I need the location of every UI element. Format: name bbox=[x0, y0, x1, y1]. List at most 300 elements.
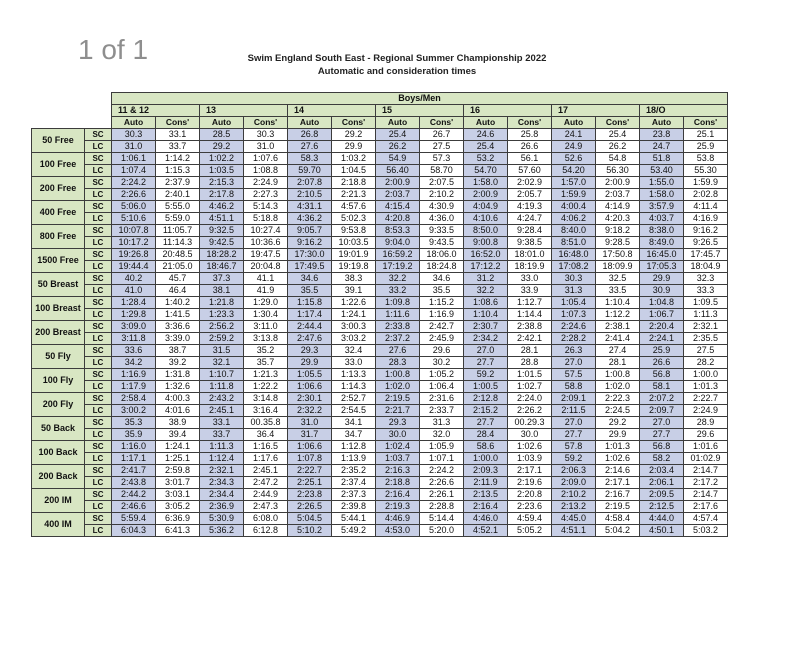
cons-time-cell: 5:03.2 bbox=[684, 525, 728, 537]
cons-time-cell: 21:05.0 bbox=[156, 261, 200, 273]
cons-time-cell: 29.9 bbox=[596, 429, 640, 441]
cons-time-cell: 19:47.5 bbox=[244, 249, 288, 261]
cons-time-cell: 9:38.5 bbox=[508, 237, 552, 249]
cons-time-cell: 1:12.8 bbox=[332, 441, 376, 453]
course-label: SC bbox=[85, 177, 112, 189]
auto-time-cell: 2:43.8 bbox=[112, 477, 156, 489]
auto-time-cell: 2:15.3 bbox=[200, 177, 244, 189]
auto-time-cell: 2:43.2 bbox=[200, 393, 244, 405]
auto-time-cell: 2:34.2 bbox=[464, 333, 508, 345]
auto-time-cell: 10:17.2 bbox=[112, 237, 156, 249]
auto-time-cell: 2:34.4 bbox=[200, 489, 244, 501]
auto-time-cell: 1:11.6 bbox=[376, 309, 420, 321]
auto-time-cell: 2:59.2 bbox=[200, 333, 244, 345]
cons-time-cell: 33.1 bbox=[156, 129, 200, 141]
auto-time-cell: 8:50.0 bbox=[464, 225, 508, 237]
course-label: LC bbox=[85, 477, 112, 489]
cons-time-cell: 3:03.2 bbox=[332, 333, 376, 345]
cons-time-cell: 33.0 bbox=[508, 273, 552, 285]
cons-time-cell: 41.1 bbox=[244, 273, 288, 285]
auto-time-cell: 2:18.8 bbox=[376, 477, 420, 489]
auto-time-cell: 3:00.2 bbox=[112, 405, 156, 417]
age-group-header: 15 bbox=[376, 105, 464, 117]
auto-header: Auto bbox=[112, 117, 156, 129]
event-name: 200 Free bbox=[32, 177, 85, 201]
cons-time-cell: 6:12.8 bbox=[244, 525, 288, 537]
auto-time-cell: 27.0 bbox=[552, 357, 596, 369]
cons-time-cell: 3:16.4 bbox=[244, 405, 288, 417]
cons-time-cell: 2:45.1 bbox=[244, 465, 288, 477]
cons-time-cell: 34.7 bbox=[332, 429, 376, 441]
auto-time-cell: 2:10.5 bbox=[288, 189, 332, 201]
cons-time-cell: 32.5 bbox=[596, 273, 640, 285]
cons-time-cell: 3:03.1 bbox=[156, 489, 200, 501]
cons-time-cell: 11:14.3 bbox=[156, 237, 200, 249]
auto-time-cell: 35.9 bbox=[112, 429, 156, 441]
auto-time-cell: 4:36.2 bbox=[288, 213, 332, 225]
cons-time-cell: 2:47.3 bbox=[244, 501, 288, 513]
event-name: 50 Back bbox=[32, 417, 85, 441]
cons-time-cell: 56.1 bbox=[508, 153, 552, 165]
cons-time-cell: 35.5 bbox=[420, 285, 464, 297]
cons-time-cell: 28.1 bbox=[596, 357, 640, 369]
auto-time-cell: 2:21.7 bbox=[376, 405, 420, 417]
cons-time-cell: 6:41.3 bbox=[156, 525, 200, 537]
cons-time-cell: 32.0 bbox=[420, 429, 464, 441]
cons-time-cell: 01:02.9 bbox=[684, 453, 728, 465]
table-body bbox=[32, 93, 728, 537]
cons-time-cell: 34.1 bbox=[332, 417, 376, 429]
auto-time-cell: 29.2 bbox=[200, 141, 244, 153]
cons-time-cell: 2:32.1 bbox=[684, 321, 728, 333]
cons-time-cell: 2:37.3 bbox=[332, 489, 376, 501]
auto-time-cell: 1:03.5 bbox=[200, 165, 244, 177]
cons-time-cell: 26.7 bbox=[420, 129, 464, 141]
auto-time-cell: 4:46.9 bbox=[376, 513, 420, 525]
cons-time-cell: 3:11.0 bbox=[244, 321, 288, 333]
cons-time-cell: 19:01.9 bbox=[332, 249, 376, 261]
document-title: Swim England South East - Regional Summer Championship 2022 bbox=[247, 53, 547, 64]
cons-header: Cons' bbox=[156, 117, 200, 129]
cons-time-cell: 29.2 bbox=[596, 417, 640, 429]
cons-time-cell: 1:13.9 bbox=[332, 453, 376, 465]
cons-time-cell: 2:05.7 bbox=[508, 189, 552, 201]
auto-time-cell: 1:17.4 bbox=[288, 309, 332, 321]
auto-time-cell: 2:25.1 bbox=[288, 477, 332, 489]
auto-time-cell: 2:00.9 bbox=[376, 177, 420, 189]
auto-time-cell: 30.9 bbox=[640, 285, 684, 297]
cons-header: Cons' bbox=[420, 117, 464, 129]
cons-time-cell: 1:13.3 bbox=[332, 369, 376, 381]
cons-time-cell: 18:06.0 bbox=[420, 249, 464, 261]
cons-time-cell: 2:14.6 bbox=[596, 465, 640, 477]
cons-time-cell: 2:17.1 bbox=[596, 477, 640, 489]
age-group-header: 11 & 12 bbox=[112, 105, 200, 117]
auto-time-cell: 5:30.9 bbox=[200, 513, 244, 525]
cons-time-cell: 4:59.4 bbox=[508, 513, 552, 525]
cons-time-cell: 2:24.9 bbox=[244, 177, 288, 189]
auto-time-cell: 5:36.2 bbox=[200, 525, 244, 537]
auto-time-cell: 33.7 bbox=[200, 429, 244, 441]
cons-time-cell: 33.9 bbox=[508, 285, 552, 297]
auto-time-cell: 9:32.5 bbox=[200, 225, 244, 237]
cons-time-cell: 55.30 bbox=[684, 165, 728, 177]
age-group-header: 18/O bbox=[640, 105, 728, 117]
auto-time-cell: 2:16.4 bbox=[464, 501, 508, 513]
auto-time-cell: 8:40.0 bbox=[552, 225, 596, 237]
auto-time-cell: 24.6 bbox=[464, 129, 508, 141]
auto-time-cell: 34.2 bbox=[112, 357, 156, 369]
cons-time-cell: 4:30.9 bbox=[420, 201, 464, 213]
table-row bbox=[32, 297, 728, 309]
cons-time-cell: 57.3 bbox=[420, 153, 464, 165]
cons-time-cell: 1:25.1 bbox=[156, 453, 200, 465]
auto-time-cell: 1:17.9 bbox=[112, 381, 156, 393]
cons-time-cell: 30.2 bbox=[420, 357, 464, 369]
time-type-header-row bbox=[32, 117, 728, 129]
cons-time-cell: 2:52.7 bbox=[332, 393, 376, 405]
course-label: SC bbox=[85, 369, 112, 381]
auto-time-cell: 56.8 bbox=[640, 369, 684, 381]
document-title-block bbox=[0, 52, 794, 78]
auto-time-cell: 34.6 bbox=[288, 273, 332, 285]
cons-time-cell: 2:18.8 bbox=[332, 177, 376, 189]
cons-time-cell: 32.4 bbox=[332, 345, 376, 357]
cons-time-cell: 1:21.3 bbox=[244, 369, 288, 381]
auto-time-cell: 19:26.8 bbox=[112, 249, 156, 261]
auto-time-cell: 4:51.1 bbox=[552, 525, 596, 537]
table-row bbox=[32, 189, 728, 201]
cons-time-cell: 5:20.0 bbox=[420, 525, 464, 537]
auto-time-cell: 2:37.2 bbox=[376, 333, 420, 345]
table-row bbox=[32, 141, 728, 153]
blank-corner bbox=[32, 105, 112, 117]
auto-time-cell: 9:05.7 bbox=[288, 225, 332, 237]
auto-time-cell: 2:19.3 bbox=[376, 501, 420, 513]
auto-time-cell: 17:12.2 bbox=[464, 261, 508, 273]
auto-time-cell: 2:30.1 bbox=[288, 393, 332, 405]
cons-time-cell: 2:37.9 bbox=[156, 177, 200, 189]
course-label: SC bbox=[85, 153, 112, 165]
auto-time-cell: 31.7 bbox=[288, 429, 332, 441]
course-label: LC bbox=[85, 357, 112, 369]
cons-time-cell: 1:07.6 bbox=[244, 153, 288, 165]
cons-header: Cons' bbox=[684, 117, 728, 129]
auto-time-cell: 35.5 bbox=[288, 285, 332, 297]
auto-time-cell: 1:21.8 bbox=[200, 297, 244, 309]
auto-time-cell: 2:16.4 bbox=[376, 489, 420, 501]
cons-time-cell: 28.2 bbox=[684, 357, 728, 369]
auto-time-cell: 2:13.2 bbox=[552, 501, 596, 513]
cons-time-cell: 5:55.0 bbox=[156, 201, 200, 213]
cons-time-cell: 25.4 bbox=[596, 129, 640, 141]
auto-time-cell: 27.0 bbox=[640, 417, 684, 429]
cons-time-cell: 2:28.8 bbox=[420, 501, 464, 513]
auto-time-cell: 8:51.0 bbox=[552, 237, 596, 249]
table-row bbox=[32, 249, 728, 261]
auto-time-cell: 31.0 bbox=[112, 141, 156, 153]
auto-time-cell: 1:11.3 bbox=[200, 441, 244, 453]
auto-time-cell: 16:59.2 bbox=[376, 249, 420, 261]
table-row bbox=[32, 345, 728, 357]
auto-time-cell: 33.6 bbox=[112, 345, 156, 357]
cons-time-cell: 1:40.2 bbox=[156, 297, 200, 309]
auto-time-cell: 2:47.6 bbox=[288, 333, 332, 345]
cons-time-cell: 3:01.7 bbox=[156, 477, 200, 489]
auto-time-cell: 2:15.2 bbox=[464, 405, 508, 417]
auto-time-cell: 2:11.9 bbox=[464, 477, 508, 489]
course-label: LC bbox=[85, 261, 112, 273]
cons-time-cell: 1:11.3 bbox=[684, 309, 728, 321]
cons-time-cell: 1:16.9 bbox=[420, 309, 464, 321]
auto-time-cell: 4:50.1 bbox=[640, 525, 684, 537]
auto-time-cell: 58.6 bbox=[464, 441, 508, 453]
cons-time-cell: 29.6 bbox=[684, 429, 728, 441]
auto-time-cell: 57.8 bbox=[552, 441, 596, 453]
gender-header-row bbox=[32, 93, 728, 105]
auto-time-cell: 2:24.6 bbox=[552, 321, 596, 333]
table-row bbox=[32, 261, 728, 273]
auto-time-cell: 18:28.2 bbox=[200, 249, 244, 261]
cons-time-cell: 30.0 bbox=[508, 429, 552, 441]
auto-time-cell: 37.3 bbox=[200, 273, 244, 285]
auto-time-cell: 27.7 bbox=[464, 357, 508, 369]
auto-time-cell: 58.1 bbox=[640, 381, 684, 393]
auto-time-cell: 1:59.9 bbox=[552, 189, 596, 201]
cons-time-cell: 2:19.6 bbox=[508, 477, 552, 489]
auto-time-cell: 3:09.0 bbox=[112, 321, 156, 333]
auto-time-cell: 2:11.5 bbox=[552, 405, 596, 417]
table-row bbox=[32, 393, 728, 405]
auto-time-cell: 2:23.8 bbox=[288, 489, 332, 501]
course-label: SC bbox=[85, 297, 112, 309]
age-group-header-row bbox=[32, 105, 728, 117]
cons-time-cell: 41.9 bbox=[244, 285, 288, 297]
cons-time-cell: 1:15.3 bbox=[156, 165, 200, 177]
cons-time-cell: 9:28.5 bbox=[596, 237, 640, 249]
auto-time-cell: 17:05.3 bbox=[640, 261, 684, 273]
auto-time-cell: 23.8 bbox=[640, 129, 684, 141]
cons-time-cell: 57.60 bbox=[508, 165, 552, 177]
auto-time-cell: 29.3 bbox=[288, 345, 332, 357]
auto-time-cell: 9:42.5 bbox=[200, 237, 244, 249]
auto-time-cell: 2:09.7 bbox=[640, 405, 684, 417]
cons-time-cell: 33.7 bbox=[156, 141, 200, 153]
auto-time-cell: 1:06.6 bbox=[288, 381, 332, 393]
table-row bbox=[32, 165, 728, 177]
cons-time-cell: 1:15.2 bbox=[420, 297, 464, 309]
table-row bbox=[32, 441, 728, 453]
auto-time-cell: 2:16.3 bbox=[376, 465, 420, 477]
auto-time-cell: 1:02.4 bbox=[376, 441, 420, 453]
auto-time-cell: 25.4 bbox=[376, 129, 420, 141]
blank-corner bbox=[32, 117, 112, 129]
cons-time-cell: 6:36.9 bbox=[156, 513, 200, 525]
cons-time-cell: 4:36.0 bbox=[420, 213, 464, 225]
cons-time-cell: 5:18.8 bbox=[244, 213, 288, 225]
auto-time-cell: 52.6 bbox=[552, 153, 596, 165]
auto-time-cell: 24.9 bbox=[552, 141, 596, 153]
cons-time-cell: 1:30.4 bbox=[244, 309, 288, 321]
cons-time-cell: 35.7 bbox=[244, 357, 288, 369]
auto-time-cell: 2:07.8 bbox=[288, 177, 332, 189]
cons-time-cell: 18:19.9 bbox=[508, 261, 552, 273]
auto-time-cell: 16:45.0 bbox=[640, 249, 684, 261]
auto-time-cell: 2:13.5 bbox=[464, 489, 508, 501]
auto-time-cell: 31.2 bbox=[464, 273, 508, 285]
cons-time-cell: 4:24.7 bbox=[508, 213, 552, 225]
course-label: LC bbox=[85, 453, 112, 465]
cons-time-cell: 2:37.4 bbox=[332, 477, 376, 489]
table-row bbox=[32, 489, 728, 501]
auto-time-cell: 31.0 bbox=[288, 417, 332, 429]
auto-time-cell: 9:04.0 bbox=[376, 237, 420, 249]
cons-time-cell: 53.8 bbox=[684, 153, 728, 165]
auto-time-cell: 9:00.8 bbox=[464, 237, 508, 249]
table-row bbox=[32, 129, 728, 141]
cons-time-cell: 20:04.8 bbox=[244, 261, 288, 273]
auto-time-cell: 16:48.0 bbox=[552, 249, 596, 261]
cons-time-cell: 2:19.5 bbox=[596, 501, 640, 513]
auto-time-cell: 59.70 bbox=[288, 165, 332, 177]
auto-time-cell: 10:07.8 bbox=[112, 225, 156, 237]
auto-time-cell: 1:09.8 bbox=[376, 297, 420, 309]
cons-time-cell: 1:41.5 bbox=[156, 309, 200, 321]
cons-time-cell: 2:59.8 bbox=[156, 465, 200, 477]
auto-header: Auto bbox=[376, 117, 420, 129]
cons-time-cell: 10:36.6 bbox=[244, 237, 288, 249]
auto-time-cell: 1:17.1 bbox=[112, 453, 156, 465]
auto-time-cell: 2:09.3 bbox=[464, 465, 508, 477]
course-label: SC bbox=[85, 345, 112, 357]
cons-time-cell: 1:02.6 bbox=[508, 441, 552, 453]
auto-time-cell: 1:06.1 bbox=[112, 153, 156, 165]
auto-time-cell: 51.8 bbox=[640, 153, 684, 165]
cons-time-cell: 5:44.1 bbox=[332, 513, 376, 525]
auto-time-cell: 4:52.1 bbox=[464, 525, 508, 537]
table-row bbox=[32, 225, 728, 237]
auto-time-cell: 2:56.2 bbox=[200, 321, 244, 333]
auto-time-cell: 1:15.8 bbox=[288, 297, 332, 309]
auto-header: Auto bbox=[464, 117, 508, 129]
auto-time-cell: 28.4 bbox=[464, 429, 508, 441]
auto-time-cell: 2:06.3 bbox=[552, 465, 596, 477]
cons-time-cell: 2:02.9 bbox=[508, 177, 552, 189]
auto-time-cell: 54.20 bbox=[552, 165, 596, 177]
auto-time-cell: 1:58.0 bbox=[640, 189, 684, 201]
event-name: 200 Fly bbox=[32, 393, 85, 417]
table-row bbox=[32, 333, 728, 345]
cons-time-cell: 2:40.1 bbox=[156, 189, 200, 201]
cons-time-cell: 1:00.8 bbox=[596, 369, 640, 381]
auto-time-cell: 5:10.2 bbox=[288, 525, 332, 537]
cons-time-cell: 35.2 bbox=[244, 345, 288, 357]
cons-time-cell: 27.5 bbox=[420, 141, 464, 153]
cons-time-cell: 4:00.3 bbox=[156, 393, 200, 405]
auto-time-cell: 5:06.0 bbox=[112, 201, 156, 213]
auto-time-cell: 6:04.3 bbox=[112, 525, 156, 537]
auto-time-cell: 1:06.6 bbox=[288, 441, 332, 453]
table-row bbox=[32, 525, 728, 537]
cons-time-cell: 1:12.2 bbox=[596, 309, 640, 321]
course-label: SC bbox=[85, 393, 112, 405]
cons-time-cell: 56.30 bbox=[596, 165, 640, 177]
auto-time-cell: 27.6 bbox=[288, 141, 332, 153]
cons-time-cell: 2:38.1 bbox=[596, 321, 640, 333]
auto-time-cell: 2:34.3 bbox=[200, 477, 244, 489]
auto-time-cell: 1:57.0 bbox=[552, 177, 596, 189]
cons-time-cell: 30.3 bbox=[244, 129, 288, 141]
cons-time-cell: 20:48.5 bbox=[156, 249, 200, 261]
cons-time-cell: 1:05.2 bbox=[420, 369, 464, 381]
course-label: LC bbox=[85, 189, 112, 201]
course-label: SC bbox=[85, 321, 112, 333]
cons-time-cell: 46.4 bbox=[156, 285, 200, 297]
course-label: SC bbox=[85, 201, 112, 213]
cons-time-cell: 2:35.2 bbox=[332, 465, 376, 477]
cons-time-cell: 38.7 bbox=[156, 345, 200, 357]
cons-header: Cons' bbox=[244, 117, 288, 129]
cons-time-cell: 2:24.5 bbox=[596, 405, 640, 417]
cons-time-cell: 2:21.3 bbox=[332, 189, 376, 201]
auto-time-cell: 2:28.2 bbox=[552, 333, 596, 345]
auto-time-cell: 2:26.5 bbox=[288, 501, 332, 513]
auto-time-cell: 4:00.4 bbox=[552, 201, 596, 213]
auto-time-cell: 26.6 bbox=[640, 357, 684, 369]
cons-time-cell: 4:19.3 bbox=[508, 201, 552, 213]
table-row bbox=[32, 501, 728, 513]
course-label: LC bbox=[85, 165, 112, 177]
table-row bbox=[32, 201, 728, 213]
auto-time-cell: 1:16.9 bbox=[112, 369, 156, 381]
auto-time-cell: 1:05.4 bbox=[552, 297, 596, 309]
table-row bbox=[32, 273, 728, 285]
auto-time-cell: 2:46.6 bbox=[112, 501, 156, 513]
cons-time-cell: 1:04.5 bbox=[332, 165, 376, 177]
auto-time-cell: 4:15.4 bbox=[376, 201, 420, 213]
auto-time-cell: 2:09.1 bbox=[552, 393, 596, 405]
course-label: LC bbox=[85, 213, 112, 225]
auto-time-cell: 33.1 bbox=[200, 417, 244, 429]
event-name: 200 Back bbox=[32, 465, 85, 489]
auto-time-cell: 30.0 bbox=[376, 429, 420, 441]
cons-time-cell: 9:53.8 bbox=[332, 225, 376, 237]
auto-time-cell: 2:09.5 bbox=[640, 489, 684, 501]
auto-time-cell: 56.8 bbox=[640, 441, 684, 453]
cons-time-cell: 9:18.2 bbox=[596, 225, 640, 237]
auto-time-cell: 8:49.0 bbox=[640, 237, 684, 249]
table-row bbox=[32, 213, 728, 225]
table-row bbox=[32, 465, 728, 477]
auto-time-cell: 1:02.2 bbox=[200, 153, 244, 165]
cons-time-cell: 9:33.5 bbox=[420, 225, 464, 237]
cons-time-cell: 1:22.6 bbox=[332, 297, 376, 309]
cons-time-cell: 1:01.3 bbox=[684, 381, 728, 393]
cons-time-cell: 2:02.8 bbox=[684, 189, 728, 201]
auto-time-cell: 1:12.4 bbox=[200, 453, 244, 465]
auto-time-cell: 26.2 bbox=[376, 141, 420, 153]
auto-time-cell: 27.7 bbox=[640, 429, 684, 441]
auto-time-cell: 26.3 bbox=[552, 345, 596, 357]
blank-corner bbox=[32, 93, 112, 105]
course-label: SC bbox=[85, 129, 112, 141]
cons-time-cell: 1:59.9 bbox=[684, 177, 728, 189]
auto-time-cell: 1:07.8 bbox=[288, 453, 332, 465]
age-group-header: 13 bbox=[200, 105, 288, 117]
auto-time-cell: 24.1 bbox=[552, 129, 596, 141]
cons-time-cell: 17:45.7 bbox=[684, 249, 728, 261]
cons-time-cell: 9:43.5 bbox=[420, 237, 464, 249]
